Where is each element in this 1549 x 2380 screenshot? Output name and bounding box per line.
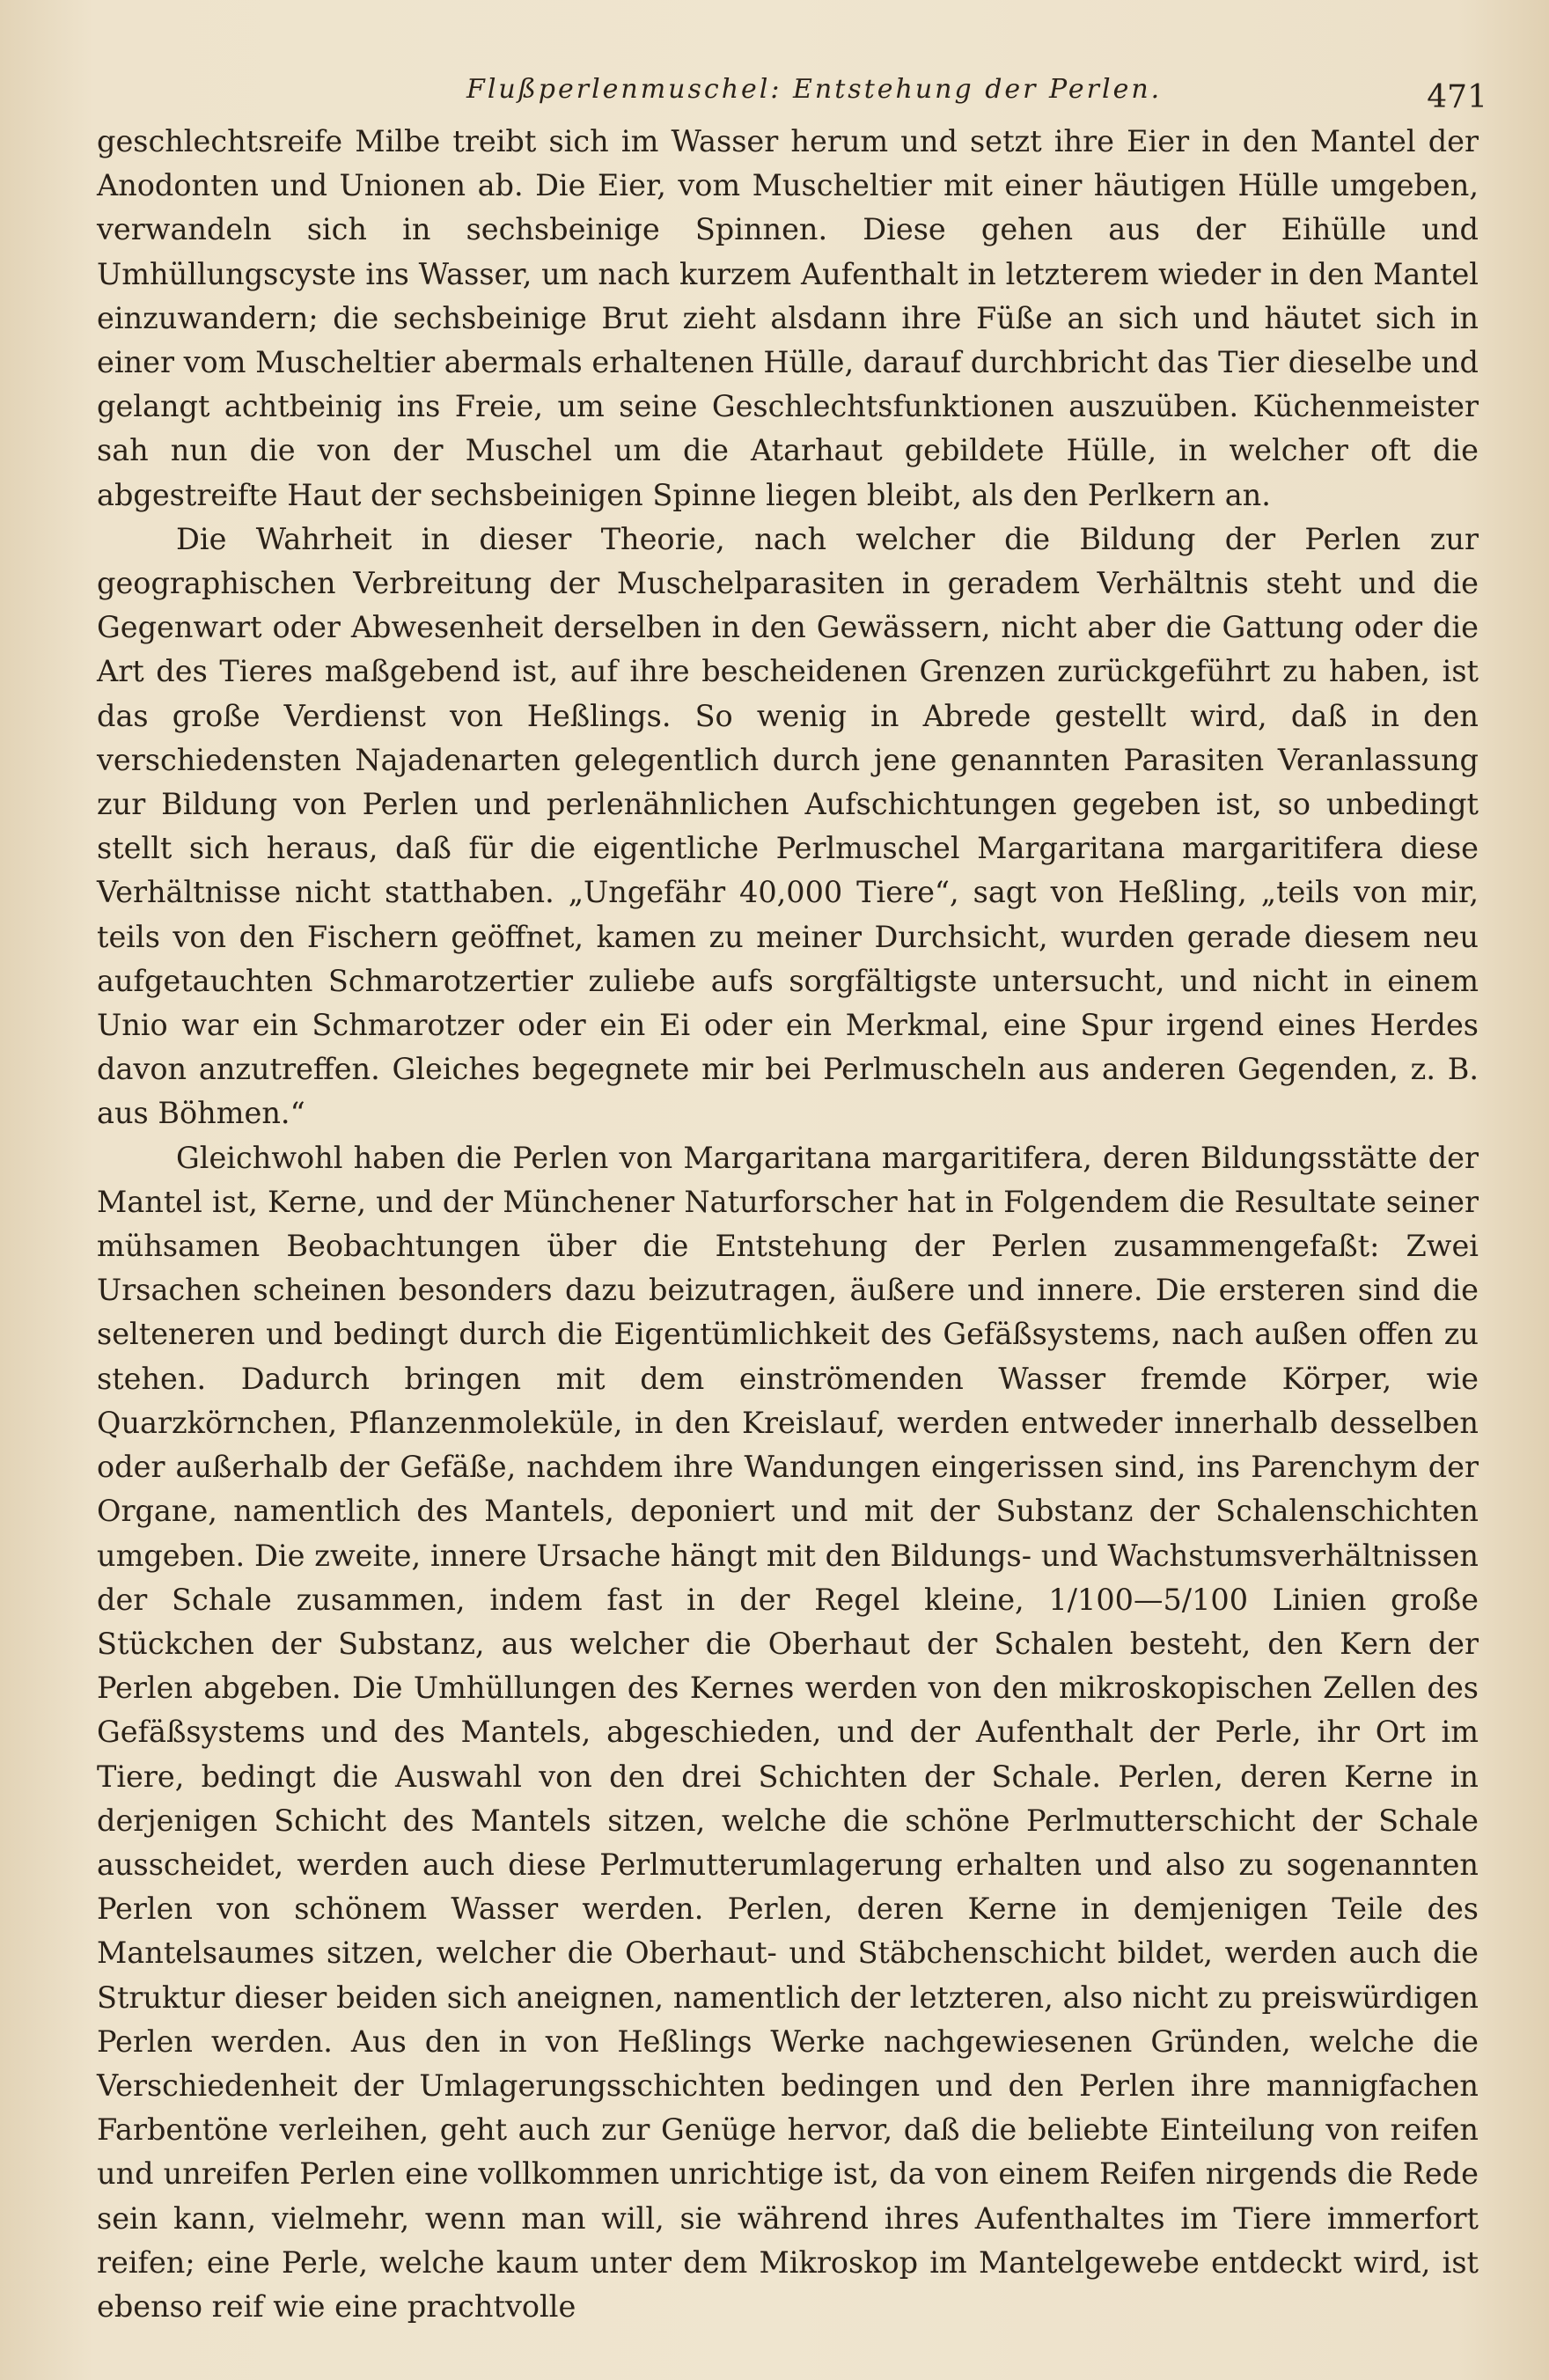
page-header <box>97 58 1487 120</box>
paragraph: Die Wahrheit in dieser Theorie, nach welcher die Bildung der Perlen zur geographischen Verbreitung der Muschelparasiten in geradem Verhältnis steht und die Gegenwart oder Abwesenheit derselben in den Gewässern, nicht aber die Gattung oder die Art des Tieres maßgebend ist, auf ihre bescheidenen Grenzen zurückgeführt zu haben, ist das große Verdienst von Heßlings. So wenig in Abrede gestellt wird, daß in den verschiedensten Najadenarten gelegentlich durch jene genannten Parasiten Veranlassung zur Bildung von Perlen und perlenähnlichen Aufschichtungen gegeben ist, so unbedingt stellt sich heraus, daß für die eigentliche Perlmuschel Margaritana margaritifera diese Verhältnisse nicht statthaben. „Ungefähr 40,000 Tiere“, sagt von Heßling, „teils von mir, teils von den Fischern geöffnet, kamen zu meiner Durchsicht, wurden gerade diesem neu aufgetauchten Schmarotzertier zuliebe aufs sorgfältigste untersucht, und nicht in einem Unio war ein Schmarotzer oder ein Ei oder ein Merkmal, eine Spur irgend eines Herdes davon anzutreffen. Gleiches begegnete mir bei Perlmuscheln aus anderen Gegenden, z. B. aus Böhmen.“ <box>97 521 1479 1131</box>
running-title: Flußperlenmuschel: Entstehung der Perlen. <box>466 74 1163 105</box>
paragraph: geschlechtsreife Milbe treibt sich im Wasser herum und setzt ihre Eier in den Mantel der Anodonten und Unionen ab. Die Eier, vom Muscheltier mit einer häutigen Hülle umgeben, verwandeln sich in sechsbeinige Spinnen. Diese gehen aus der Eihülle und Umhüllungscyste ins Wasser, um nach kurzem Aufenthalt in letzterem wieder in den Mantel einzuwandern; die sechsbeinige Brut zieht alsdann ihre Füße an sich und häutet sich in einer vom Muscheltier abermals erhaltenen Hülle, darauf durchbricht das Tier dieselbe und gelangt achtbeinig ins Freie, um seine Geschlechtsfunktionen auszuüben. Küchenmeister sah nun die von der Muschel um die Atarhaut gebildete Hülle, in welcher oft die abgestreifte Haut der sechsbeinigen Spinne liegen bleibt, als den Perlkern an. <box>97 124 1479 512</box>
page-number: 471 <box>1427 79 1487 115</box>
body-text <box>97 120 1479 2329</box>
paragraph: Gleichwohl haben die Perlen von Margaritana margaritifera, deren Bildungsstätte der Mantel ist, Kerne, und der Münchener Naturforscher hat in Folgendem die Resultate seiner mühsamen Beobachtungen über die Entstehung der Perlen zusammengefaßt: Zwei Ursachen scheinen besonders dazu beizutragen, äußere und innere. Die ersteren sind die selteneren und bedingt durch die Eigentümlichkeit des Gefäßsystems, nach außen offen zu stehen. Dadurch bringen mit dem einströmenden Wasser fremde Körper, wie Quarzkörnchen, Pflanzenmoleküle, in den Kreislauf, werden entweder innerhalb desselben oder außerhalb der Gefäße, nachdem ihre Wandungen eingerissen sind, ins Parenchym der Organe, namentlich des Mantels, deponiert und mit der Substanz der Schalenschichten umgeben. Die zweite, innere Ursache hängt mit den Bildungs- und Wachstumsverhältnissen der Schale zusammen, indem fast in der Regel kleine, 1/100—5/100 Linien große Stückchen der Substanz, aus welcher die Oberhaut der Schalen besteht, den Kern der Perlen abgeben. Die Umhüllungen des Kernes werden von den mikroskopischen Zellen des Gefäßsystems und des Mantels, abgeschieden, und der Aufenthalt der Perle, ihr Ort im Tiere, bedingt die Auswahl von den drei Schichten der Schale. Perlen, deren Kerne in derjenigen Schicht des Mantels sitzen, welche die schöne Perlmutterschicht der Schale ausscheidet, werden auch diese Perlmutterumlagerung erhalten und also zu sogenannten Perlen von schönem Wasser werden. Perlen, deren Kerne in demjenigen Teile des Mantelsaumes sitzen, welcher die Oberhaut- und Stäbchenschicht bildet, werden auch die Struktur dieser beiden sich aneignen, namentlich der letzteren, also nicht zu preiswürdigen Perlen werden. Aus den in von Heßlings Werke nachgewiesenen Gründen, welche die Verschiedenheit der Umlagerungsschichten bedingen und den Perlen ihre mannigfachen Farbentöne verleihen, geht auch zur Genüge hervor, daß die beliebte Einteilung von reifen und unreifen Perlen eine vollkommen unrichtige ist, da von einem Reifen nirgends die Rede sein kann, vielmehr, wenn man will, sie während ihres Aufenthaltes im Tiere immerfort reifen; eine Perle, welche kaum unter dem Mikroskop im Mantelgewebe entdeckt wird, ist ebenso reif wie eine prachtvolle <box>97 1140 1479 2324</box>
